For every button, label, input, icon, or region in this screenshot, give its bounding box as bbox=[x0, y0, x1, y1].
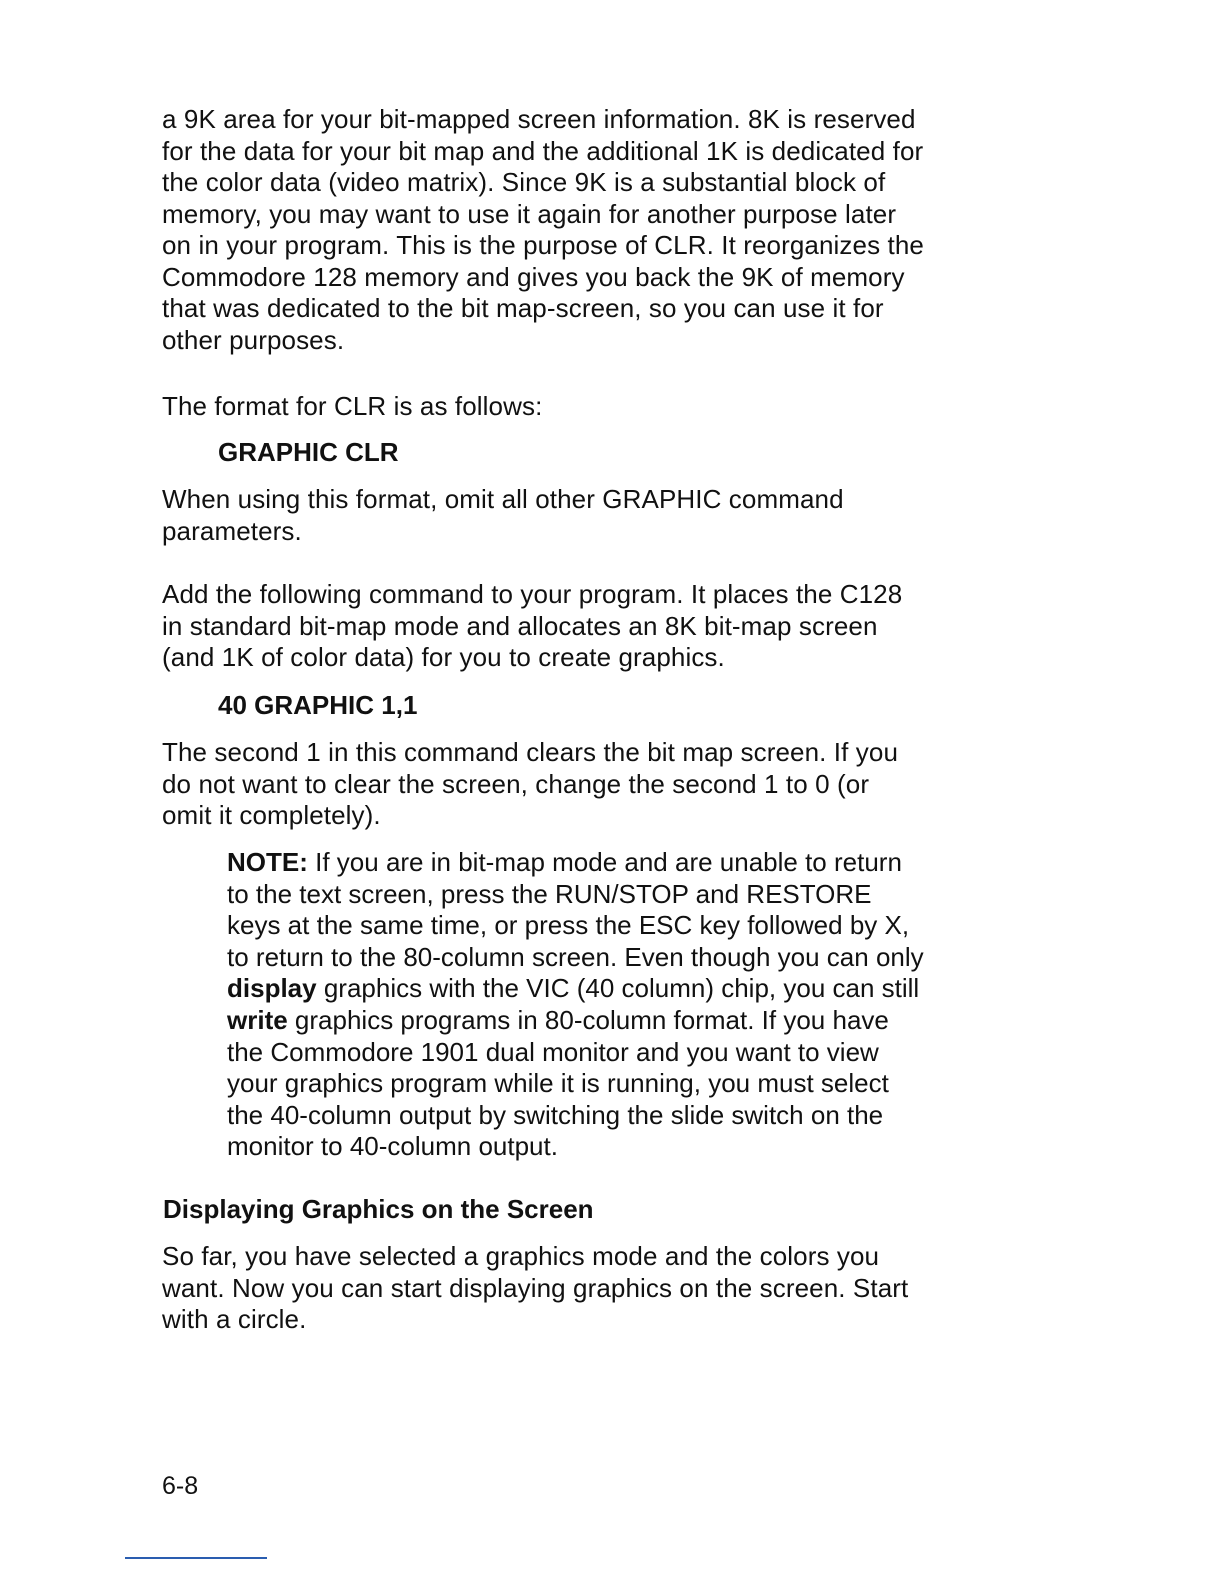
paragraph-second-one bbox=[162, 737, 1022, 832]
page-number: 6-8 bbox=[162, 1472, 199, 1500]
paragraph-line: When using this format, omit all other GRAPHIC command bbox=[162, 484, 844, 514]
paragraph-line: a 9K area for your bit-mapped screen information. 8K is reserved bbox=[162, 104, 916, 134]
paragraph-line: in standard bit-map mode and allocates an 8K bit-map screen bbox=[162, 610, 878, 641]
paragraph-clr-format bbox=[162, 391, 1022, 423]
paragraph-bitmap-area bbox=[162, 104, 1022, 356]
note-line: to return to the 80-column screen. Even though you can only bbox=[227, 941, 924, 972]
note-line bbox=[227, 1005, 1027, 1037]
paragraph-line: that was dedicated to the bit map-screen, so you can use it for bbox=[162, 293, 884, 323]
note-line: monitor to 40-column output. bbox=[227, 1131, 558, 1162]
paragraph-line: memory, you may want to use it again for another purpose later bbox=[162, 198, 897, 229]
paragraph-line: omit it completely). bbox=[162, 800, 381, 830]
note-line: the 40-column output by switching the slide switch on the bbox=[227, 1099, 884, 1130]
paragraph-line: the color data (video matrix). Since 9K is a substantial block of bbox=[162, 167, 886, 197]
bottom-rule bbox=[125, 1557, 267, 1559]
note-line: to the text screen, press the RUN/STOP and RESTORE bbox=[227, 878, 872, 909]
paragraph-line: other purposes. bbox=[162, 324, 345, 355]
paragraph-format-usage bbox=[162, 484, 1022, 547]
paragraph-line: (and 1K of color data) for you to create graphics. bbox=[162, 642, 725, 672]
paragraph-line: want. Now you can start displaying graphics on the screen. Start bbox=[162, 1272, 909, 1303]
note-text: graphics with the VIC (40 column) chip, you can still bbox=[323, 973, 920, 1004]
paragraph-line: The second 1 in this command clears the bit map screen. If you bbox=[162, 737, 899, 767]
paragraph-displaying-graphics bbox=[162, 1241, 1022, 1336]
note-line: the Commodore 1901 dual monitor and you want to view bbox=[227, 1036, 879, 1067]
note-line: keys at the same time, or press the ESC key followed by X, bbox=[227, 910, 910, 941]
emphasis-display: display bbox=[227, 973, 317, 1004]
paragraph-line: The format for CLR is as follows: bbox=[162, 391, 543, 421]
note-line: your graphics program while it is running, you must select bbox=[227, 1068, 889, 1099]
paragraph-line: Commodore 128 memory and gives you back the 9K of memory bbox=[162, 261, 905, 292]
command-graphic-1-1: 40 GRAPHIC 1,1 bbox=[218, 690, 418, 720]
command-graphic-clr: GRAPHIC CLR bbox=[218, 437, 399, 467]
section-heading: Displaying Graphics on the Screen bbox=[163, 1194, 594, 1224]
paragraph-line: parameters. bbox=[162, 515, 302, 546]
emphasis-write: write bbox=[227, 1004, 288, 1035]
paragraph-line: for the data for your bit map and the additional 1K is dedicated for bbox=[162, 135, 924, 166]
paragraph-line: Add the following command to your program. It places the C128 bbox=[162, 579, 903, 609]
note-line bbox=[227, 847, 1027, 879]
note-text: If you are in bit-map mode and are unable to return bbox=[315, 847, 902, 877]
paragraph-line: on in your program. This is the purpose of CLR. It reorganizes the bbox=[162, 230, 924, 260]
note-block bbox=[227, 847, 1027, 1163]
paragraph-line: with a circle. bbox=[162, 1304, 307, 1334]
paragraph-line: do not want to clear the screen, change the second 1 to 0 (or bbox=[162, 768, 870, 799]
note-line bbox=[227, 973, 1027, 1005]
paragraph-line: So far, you have selected a graphics mode and the colors you bbox=[162, 1241, 880, 1271]
paragraph-add-command bbox=[162, 579, 1022, 674]
note-label: NOTE: bbox=[227, 847, 308, 877]
note-text: graphics programs in 80-column format. If you have bbox=[294, 1004, 889, 1035]
